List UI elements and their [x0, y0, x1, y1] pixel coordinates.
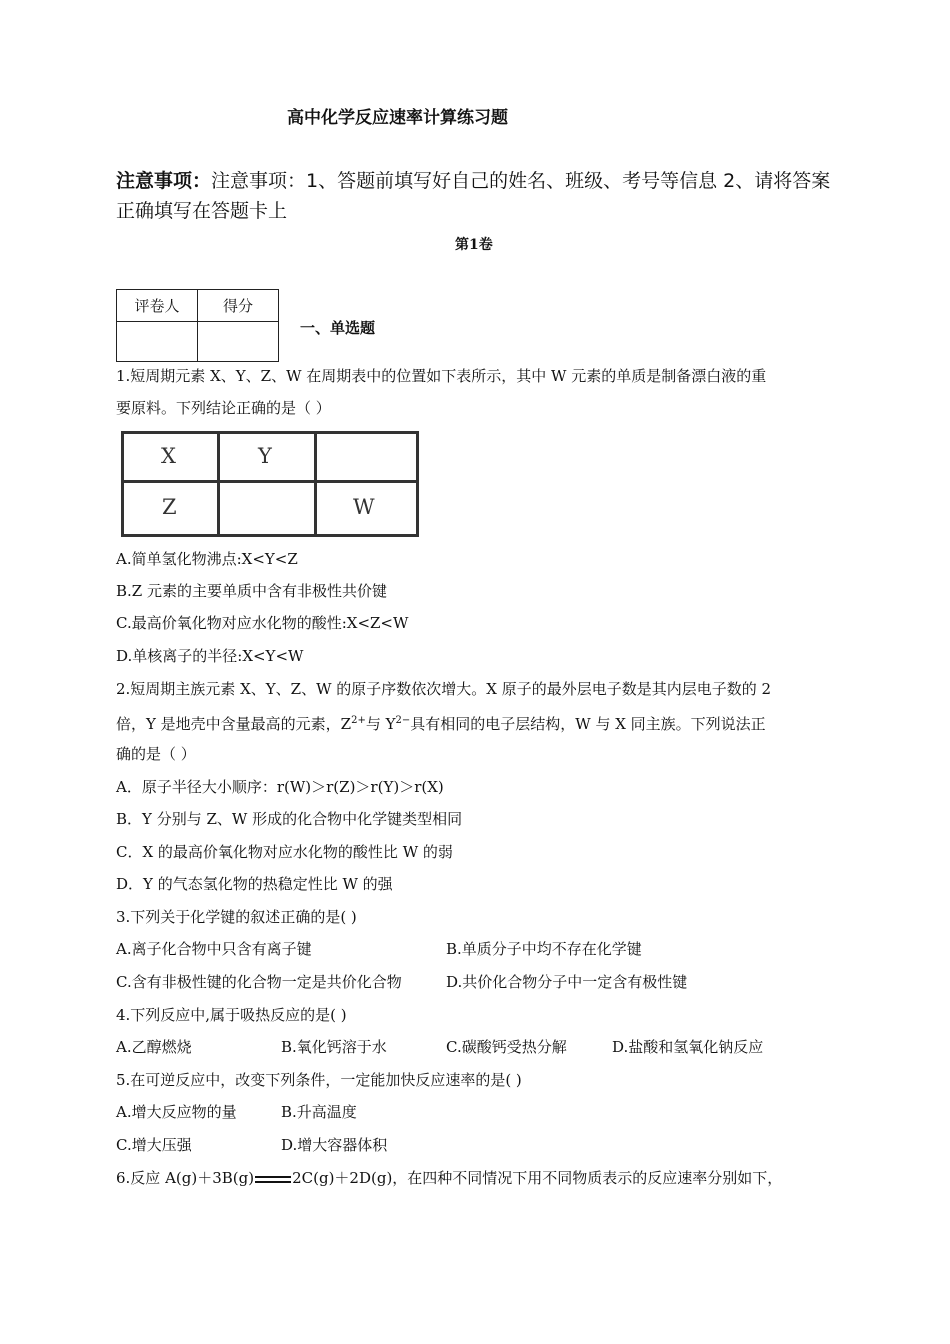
- notice-text: 注意事项：1、答题前填写好自己的姓名、班级、考号等信息 2、请将答案正确填写在答题卡上: [116, 170, 831, 222]
- periodic-table-figure: [117, 427, 419, 539]
- q2-option-c: C．X 的最高价氧化物对应水化物的酸性比 W 的弱: [116, 843, 453, 861]
- cell-w: W: [353, 495, 375, 519]
- cell-z: Z: [162, 495, 177, 519]
- q4-option-d: D.盐酸和氢氧化钠反应: [612, 1038, 764, 1056]
- score-table: [116, 289, 279, 362]
- volume-label: 第1卷: [455, 237, 493, 253]
- q6-text-a: 6.反应 A(g)＋3B(g): [116, 1169, 255, 1187]
- q4-option-b: B.氧化钙溶于水: [281, 1038, 387, 1056]
- grader-header: 评卷人: [117, 290, 198, 322]
- equilibrium-arrow-icon: [255, 1173, 291, 1185]
- q2-text-c: 具有相同的电子层结构，W 与 X 同主族。下列说法正: [410, 715, 766, 733]
- figure-col-divider: [217, 431, 220, 537]
- cell-y: Y: [258, 444, 272, 468]
- q6-stem: [116, 1168, 782, 1188]
- score-header: 得分: [198, 290, 279, 322]
- q1-stem-line2: 要原料。下列结论正确的是（ ）: [116, 399, 331, 417]
- grader-cell[interactable]: [117, 322, 198, 362]
- q1-option-c: C.最高价氧化物对应水化物的酸性:X<Z<W: [116, 614, 409, 632]
- notice-label: 注意事项：: [116, 170, 212, 192]
- q3-option-c: C.含有非极性键的化合物一定是共价化合物: [116, 973, 402, 991]
- q5-option-a: A.增大反应物的量: [116, 1103, 237, 1121]
- q2-option-d: D．Y 的气态氢化物的热稳定性比 W 的强: [116, 875, 393, 893]
- score-cell[interactable]: [198, 322, 279, 362]
- q1-stem-line1: 1.短周期元素 X、Y、Z、W 在周期表中的位置如下表所示，其中 W 元素的单质是制备漂白液的重: [116, 367, 767, 385]
- q3-option-b: B.单质分子中均不存在化学键: [446, 940, 642, 958]
- q4-stem: 4.下列反应中,属于吸热反应的是( ): [116, 1006, 347, 1024]
- q6-text-b: 2C(g)＋2D(g)，在四种不同情况下用不同物质表示的反应速率分别如下，: [292, 1169, 783, 1187]
- q2-option-b: B．Y 分别与 Z、W 形成的化合物中化学键类型相同: [116, 810, 463, 828]
- q4-option-c: C.碳酸钙受热分解: [446, 1038, 567, 1056]
- q2-option-a: A．原子半径大小顺序：r(W)＞r(Z)＞r(Y)＞r(X): [116, 778, 444, 796]
- q1-option-a: A.简单氢化物沸点:X<Y<Z: [116, 550, 298, 568]
- notice: [116, 166, 846, 226]
- q5-option-c: C.增大压强: [116, 1136, 192, 1154]
- q2-stem-line3: 确的是（ ）: [116, 745, 196, 763]
- q3-option-a: A.离子化合物中只含有离子键: [116, 940, 312, 958]
- q2-text-a: 倍，Y 是地壳中含量最高的元素，Z: [116, 715, 352, 733]
- q2-stem-line1: 2.短周期主族元素 X、Y、Z、W 的原子序数依次增大。X 原子的最外层电子数是其内层电子数的 2: [116, 680, 772, 698]
- q4-option-a: A.乙醇燃烧: [116, 1038, 192, 1056]
- q5-stem: 5.在可逆反应中，改变下列条件，一定能加快反应速率的是( ): [116, 1071, 522, 1089]
- figure-row-divider: [121, 480, 419, 483]
- q3-stem: 3.下列关于化学键的叙述正确的是( ): [116, 908, 357, 926]
- q5-option-d: D.增大容器体积: [281, 1136, 388, 1154]
- cell-x: X: [161, 444, 176, 468]
- q2-text-b: 与 Y: [365, 715, 396, 733]
- q2-charge-y: 2−: [395, 715, 411, 726]
- figure-col-divider: [314, 431, 317, 537]
- q3-option-d: D.共价化合物分子中一定含有极性键: [446, 973, 688, 991]
- q5-option-b: B.升高温度: [281, 1103, 357, 1121]
- q1-option-b: B.Z 元素的主要单质中含有非极性共价键: [116, 582, 387, 600]
- q1-option-d: D.单核离子的半径:X<Y<W: [116, 647, 304, 665]
- q2-stem-line2: [116, 711, 766, 734]
- q2-charge-z: 2+: [351, 715, 366, 726]
- section-heading: 一、单选题: [300, 319, 376, 337]
- page-title: 高中化学反应速率计算练习题: [287, 108, 508, 128]
